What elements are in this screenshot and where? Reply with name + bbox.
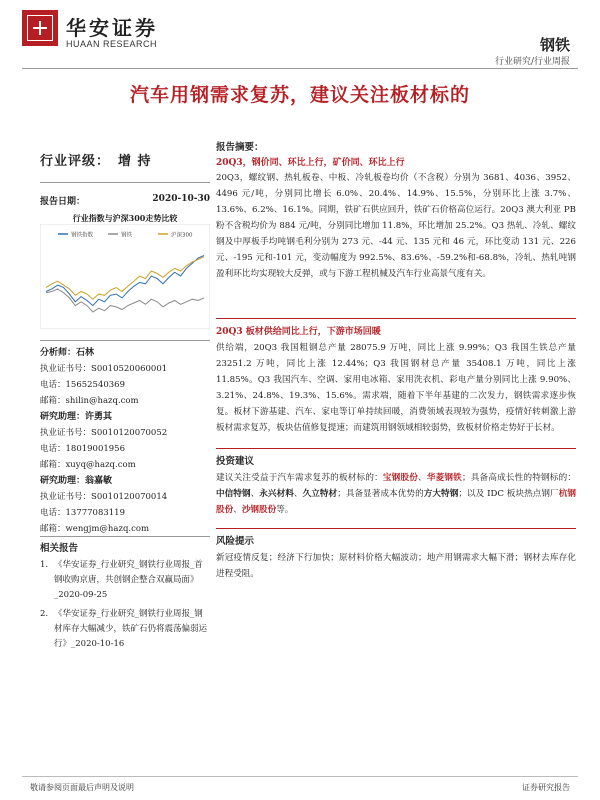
risk-heading: 风险提示 [216, 536, 255, 547]
related-divider [40, 536, 210, 537]
email-label: 邮箱： [40, 524, 66, 534]
cert-label: 执业证书号： [40, 492, 92, 502]
invest-intro: 建议关注受益于汽车需求复苏的板材标的： [216, 473, 383, 483]
stock-citic: 中信特钢 [216, 489, 251, 499]
related-item[interactable] [40, 607, 210, 652]
legend-label-0: 钢铁指数 [71, 232, 94, 239]
rating-value: 增 持 [118, 154, 152, 169]
rating-label: 行业评级： [40, 154, 111, 169]
report-title: 汽车用钢需求复苏，建议关注板材标的 [129, 84, 470, 106]
email-label: 邮箱： [40, 396, 66, 406]
index-comparison-chart [40, 224, 210, 329]
cert-number: S0010120070014 [91, 492, 168, 502]
related-heading: 相关报告 [40, 543, 79, 554]
related-text: 《华安证券_行业研究_钢铁行业周报_首钢收购京唐，共创钢企整合双赢局面》_2020-09-25 [54, 560, 203, 600]
analyst-block [40, 345, 210, 537]
invest-mid3: ；以及 IDC 板块热点钢厂 [458, 489, 559, 499]
report-type: 行业研究/行业周报 [494, 57, 570, 67]
report-date [40, 194, 210, 207]
phone-label: 电话： [40, 380, 66, 390]
assistant-role: 研究助理： [40, 476, 86, 486]
email-link[interactable]: xuyq@hazq.com [65, 460, 136, 470]
invest-mid2: ；具备显著成本优势的 [337, 489, 424, 499]
date-value: 2020-10-30 [152, 194, 210, 204]
summary-heading: 报告摘要： [216, 142, 264, 153]
section2-text: 供给端，20Q3 我国粗钢总产量 28075.9 万吨，同比上涨 9.99%；Q3 我国生铁总产量 23251.2 万吨，同比上涨 12.44%；Q3 我国钢材总产量 35408.1 万吨，同比上涨 11.85%。Q3 我国汽车、空调、家用电冰箱、家用洗衣机、彩电产量分别同比上涨 9.90%、3.21%、24.8%、19.3%、15.6%。需求端，随着下半年基建的二次发力，钢铁需求逐步恢复。板材下游基建、汽车、家电等订单持续回暖，消费领域表现较为强势，疫情好转刺激上游板材需求复苏，板块估值修复提速；而建筑用钢领域相较弱势，致板材价格走势好于长材。 [216, 343, 576, 433]
invest-text [216, 470, 576, 518]
cert-number: S0010520060001 [91, 364, 168, 374]
stock-hualing: 华菱钢铁 [426, 473, 462, 483]
chart-title: 行业指数与沪深300走势比较 [72, 213, 178, 223]
footer-divider [22, 776, 578, 777]
cert-label: 执业证书号： [40, 364, 92, 374]
stock-yongxing: 永兴材料 [259, 489, 294, 499]
rating-divider [40, 182, 210, 183]
phone-number: 15652540369 [65, 380, 126, 390]
cert-label: 执业证书号： [40, 428, 92, 438]
invest-end: 等。 [276, 505, 294, 515]
section2-title: 20Q3 板材供给同比上行，下游市场回暖 [216, 327, 381, 337]
chart-divider [40, 340, 210, 341]
header-divider [22, 68, 578, 69]
section1-text: 20Q3，螺纹钢、热轧板卷、中板、冷轧板卷均价（不含税）分别为 3681、4036、3952、4496 元/吨，分别同比增长 6.0%、20.4%、14.9%、15.5%，分别环比上涨 3.7%、13.6%、6.2%、16.1%。同期，铁矿石供应回升，铁矿石价格高位运行。20Q3 澳大利亚 PB 粉不含税均价为 884 元/吨，分别同比增加 11.8%，环比增加 25.2%。Q3 热轧、冷轧、螺纹钢及中厚板手均吨钢毛利分别为 273 元、-44 元、135 元和 46 元，环比变动 131 元、226 元、-195 元和-101 元，变动幅度为 992.5%、83.6%、-59.2%和-68.8%，冷轧、热轧吨钢盈利环比均实现较大反弹，或与下游工程机械及汽车行业高景气度有关。 [216, 173, 576, 279]
analyst-role: 分析师： [40, 348, 77, 358]
related-num: 2. [40, 609, 49, 619]
invest-heading: 投资建议 [216, 456, 255, 467]
footer-disclaimer: 敬请参阅页面最后声明及说明 [30, 783, 134, 792]
footer-label: 证券研究报告 [522, 783, 570, 792]
separator: 、 [250, 489, 260, 499]
stock-baosteel: 宝钢股份 [382, 473, 419, 483]
related-item[interactable] [40, 558, 210, 603]
section-rule [216, 448, 576, 449]
stock-jiuli: 久立特材 [302, 489, 338, 499]
date-label: 报告日期： [40, 197, 86, 207]
assistant-name: 翁嘉敏 [85, 476, 113, 486]
phone-number: 18019001956 [65, 444, 126, 454]
assistant-name: 许勇其 [85, 412, 113, 422]
section-rule [216, 318, 576, 319]
industry-rating [40, 150, 210, 169]
risk-text: 新冠疫情反复；经济下行加快；原材料价格大幅波动；地产用钢需求大幅下滑；钢材去库存化进程受阻。 [216, 553, 576, 579]
section-rule [216, 528, 576, 529]
phone-label: 电话： [40, 444, 66, 454]
assistant-role: 研究助理： [40, 412, 86, 422]
related-num: 1. [40, 560, 49, 570]
email-link[interactable]: wengjm@hazq.com [65, 524, 150, 534]
related-list [40, 558, 210, 652]
phone-number: 13777083119 [65, 508, 126, 518]
email-link[interactable]: shilin@hazq.com [65, 396, 139, 406]
chart-legend [58, 231, 193, 239]
phone-label: 电话： [40, 508, 66, 518]
stock-shagang: 沙钢股份 [241, 505, 277, 515]
section1-title: 20Q3，钢价同、环比上行，矿价同、环比上行 [216, 158, 405, 168]
logo-seal-icon [22, 10, 58, 46]
industry-label: 钢铁 [539, 36, 570, 54]
related-text: 《华安证券_行业研究_钢铁行业周报_钢材库存大幅减少，铁矿石仍将震荡偏弱运行》_2020-10-16 [54, 609, 208, 649]
email-label: 邮箱： [40, 460, 66, 470]
stock-hanggang: 杭钢股份 [216, 489, 576, 515]
analyst-name: 石林 [76, 348, 95, 358]
separator: 、 [418, 473, 427, 483]
cert-number: S0010120070052 [91, 428, 168, 438]
invest-mid: ；具备高成长性的特钢标的： [461, 473, 576, 483]
legend-label-2: 沪深300 [171, 232, 193, 239]
separator: 、 [233, 505, 242, 515]
stock-fangda: 方大特钢 [423, 489, 459, 499]
legend-label-1: 钢铁 [121, 232, 133, 239]
separator: 、 [293, 489, 303, 499]
logo-text: 华安证券 [66, 16, 158, 40]
logo-english: HUAAN RESEARCH [66, 39, 158, 49]
